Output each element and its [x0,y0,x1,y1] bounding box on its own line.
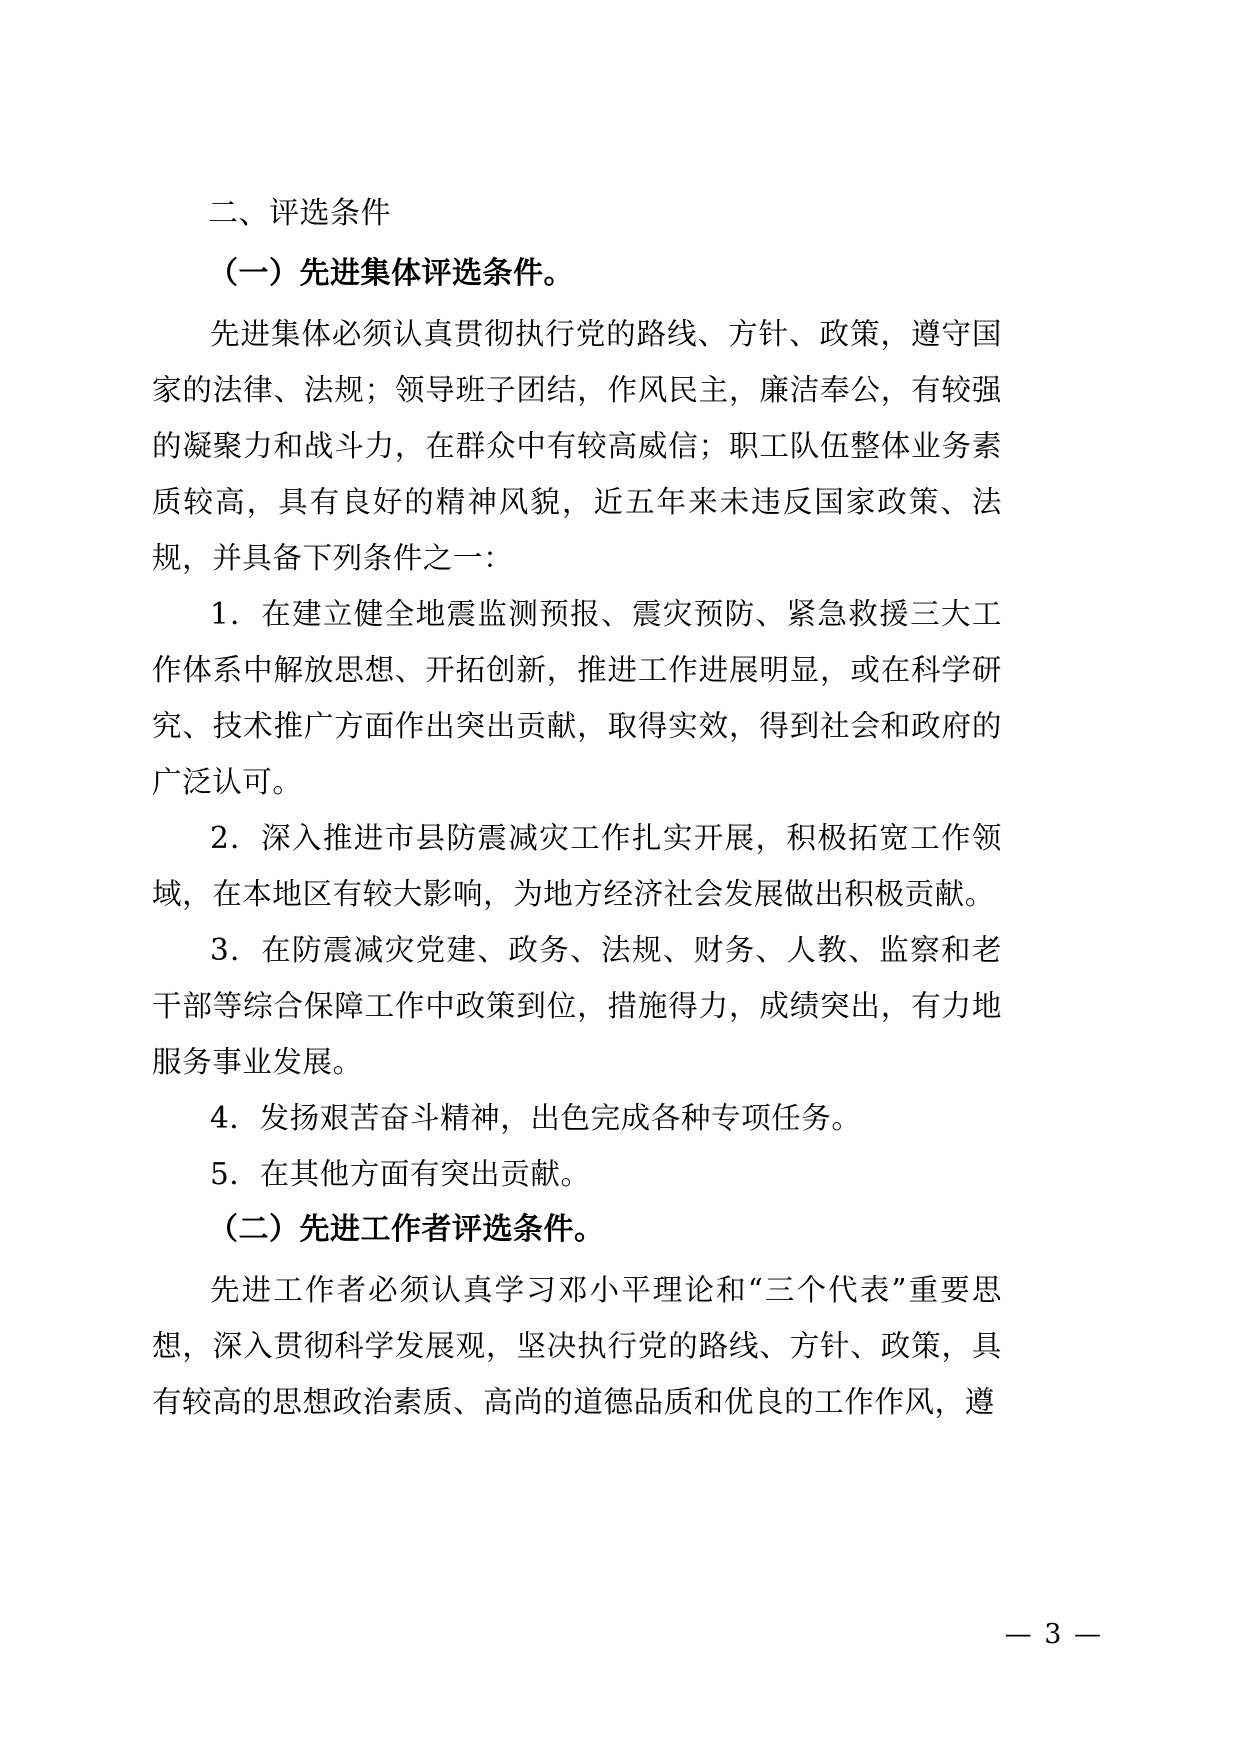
list-item: 5．在其他方面有突出贡献。 [210,1157,591,1191]
list-item: 3．在防震减灾党建、政务、法规、财务、人教、监察和老干部等综合保障工作中政策到位，措施得力，成绩突出，有力地服务事业发展。 [152,933,1002,1079]
subsection-one-intro-paragraph: 先进集体必须认真贯彻执行党的路线、方针、政策，遵守国家的法律、法规；领导班子团结，作风民主，廉洁奉公，有较强的凝聚力和战斗力，在群众中有较高威信；职工队伍整体业务素质较高，具有良好的精神风貌，近五年来未违反国家政策、法规，并具备下列条件之一： [152,317,1002,575]
section-heading: 二、评选条件 [208,196,391,231]
subsection-one-title: （一）先进集体评选条件。 [208,256,574,291]
page-content [152,186,1002,1430]
list-item: 2．深入推进市县防震减灾工作扎实开展，积极拓宽工作领域，在本地区有较大影响，为地方经济社会发展做出积极贡献。 [152,821,1002,911]
page-number: — 3 — [1004,1619,1103,1650]
list-item: 1．在建立健全地震监测预报、震灾预防、紧急救援三大工作体系中解放思想、开拓创新，推进工作进展明显，或在科学研究、技术推广方面作出突出贡献，取得实效，得到社会和政府的广泛认可。 [152,597,1002,799]
subsection-two-title: （二）先进工作者评选条件。 [208,1212,605,1247]
list-item: 4．发扬艰苦奋斗精神，出色完成各种专项任务。 [210,1101,862,1135]
subsection-two-intro-paragraph: 先进工作者必须认真学习邓小平理论和“三个代表”重要思想，深入贯彻科学发展观，坚决执行党的路线、方针、政策，具有较高的思想政治素质、高尚的道德品质和优良的工作作风，遵 [152,1273,1002,1419]
